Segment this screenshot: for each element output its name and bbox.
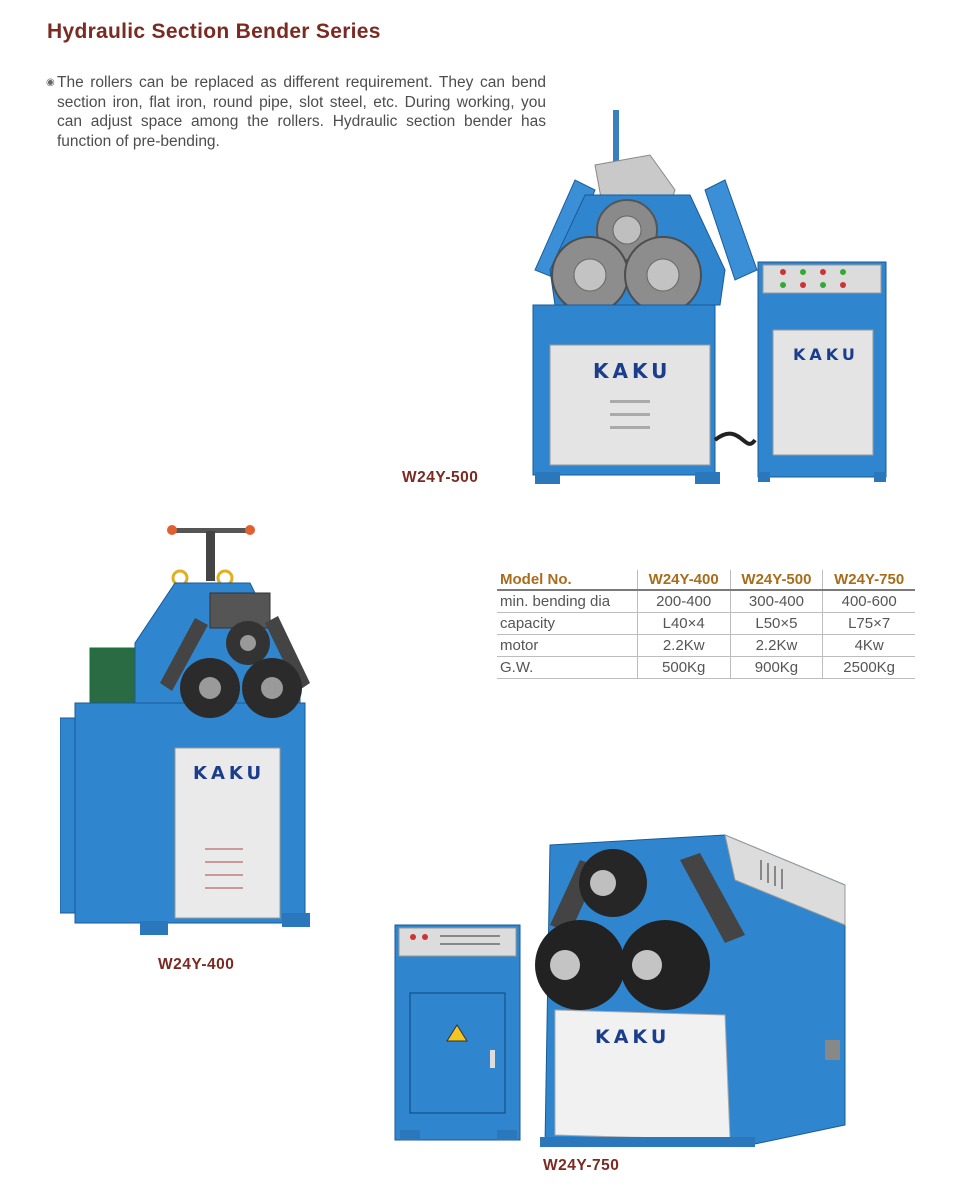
table-cell: G.W.: [497, 657, 637, 679]
table-cell: capacity: [497, 613, 637, 635]
table-row: [497, 590, 915, 613]
table-row: [497, 657, 915, 679]
caption-w24y-750: W24Y-750: [543, 1157, 620, 1174]
table-cell: 2.2Kw: [637, 635, 730, 657]
description-text: The rollers can be replaced as different requirement. They can bend section iron, flat iron, round pipe, slot steel, etc. During working, you can adjust space among the rollers. Hydraulic section bender has function of pre-bending.: [57, 74, 546, 150]
table-cell: 200-400: [637, 590, 730, 613]
table-header-w24y-500: W24Y-500: [730, 570, 823, 590]
machine-brand-label: KAKU: [593, 359, 672, 383]
table-cell: 300-400: [730, 590, 823, 613]
cabinet-brand-label: KAKU: [793, 345, 859, 364]
spec-table: [497, 570, 915, 679]
caption-w24y-400: W24Y-400: [158, 956, 235, 973]
machine-w24y-400-image: [60, 523, 320, 948]
table-header-w24y-400: W24Y-400: [637, 570, 730, 590]
table-cell: motor: [497, 635, 637, 657]
table-cell: 900Kg: [730, 657, 823, 679]
table-header-row: [497, 570, 915, 590]
table-cell: L40×4: [637, 613, 730, 635]
caption-w24y-500: W24Y-500: [402, 469, 479, 486]
table-cell: L50×5: [730, 613, 823, 635]
machine-w24y-500-image: [525, 110, 895, 490]
table-header-w24y-750: W24Y-750: [823, 570, 915, 590]
bullet-icon: ◉: [46, 77, 55, 88]
page-title: Hydraulic Section Bender Series: [47, 20, 381, 43]
table-cell: min. bending dia: [497, 590, 637, 613]
table-cell: 2.2Kw: [730, 635, 823, 657]
table-cell: 400-600: [823, 590, 915, 613]
table-row: [497, 635, 915, 657]
table-cell: 2500Kg: [823, 657, 915, 679]
table-cell: 4Kw: [823, 635, 915, 657]
table-row: [497, 613, 915, 635]
description: [46, 73, 546, 151]
table-header-model: Model No.: [497, 570, 637, 590]
machine-brand-label: KAKU: [595, 1026, 671, 1048]
table-cell: 500Kg: [637, 657, 730, 679]
machine-brand-label: KAKU: [193, 763, 266, 784]
table-cell: L75×7: [823, 613, 915, 635]
machine-w24y-750-image: [385, 825, 855, 1155]
